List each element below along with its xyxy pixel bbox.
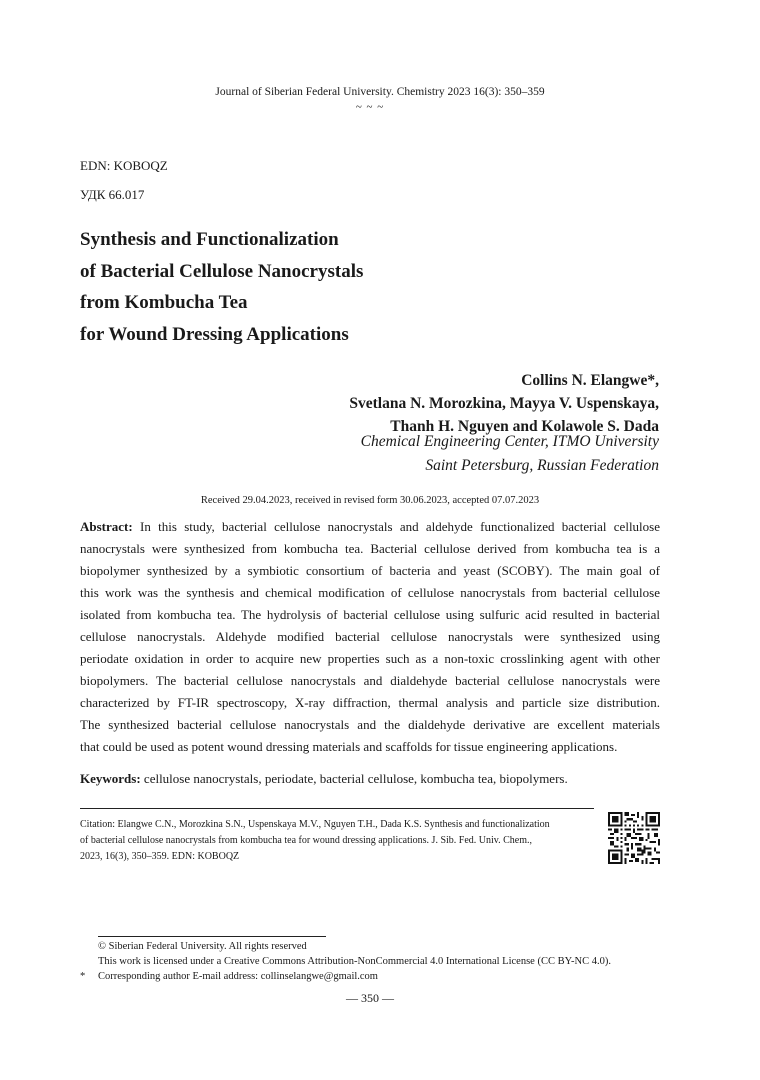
qr-code-icon[interactable] bbox=[608, 812, 660, 864]
journal-header: Journal of Siberian Federal University. Chemistry 2023 16(3): 350–359 bbox=[215, 86, 545, 98]
title-line: of Bacterial Cellulose Nanocrystals bbox=[80, 260, 364, 282]
article-title bbox=[80, 224, 520, 350]
citation-line: of bacterial cellulose nanocrystals from kombucha tea for wound dressing applications. J. Sib. Fed. Univ. Chem., bbox=[80, 835, 533, 846]
keywords-text: cellulose nanocrystals, periodate, bacterial cellulose, kombucha tea, biopolymers. bbox=[140, 771, 568, 786]
abstract-line: biopolymer synthesized by a symbiotic consortium of bacteria and yeast (SCOBY). The main goal of bbox=[80, 563, 660, 578]
footnote-marker: * bbox=[80, 971, 86, 982]
abstract-text: In this study, bacterial cellulose nanocrystals and aldehyde functionalized bacterial cellulose bbox=[132, 519, 660, 534]
citation-block bbox=[80, 817, 594, 865]
udk-code: УДК 66.017 bbox=[80, 187, 145, 202]
keywords bbox=[80, 771, 680, 787]
abstract-line: cellulose nanocrystals. Aldehyde modified bacterial cellulose nanocrystals were synthesized using bbox=[80, 629, 660, 644]
title-line: for Wound Dressing Applications bbox=[80, 323, 349, 345]
author-line: Thanh H. Nguyen and Kolawole S. Dada bbox=[390, 418, 659, 435]
keywords-label: Keywords: bbox=[80, 771, 141, 786]
author-list bbox=[239, 369, 659, 438]
abstract bbox=[80, 516, 660, 758]
abstract-line: characterized by FT-IR spectroscopy, X-ray diffraction, thermal analysis and particle size distribution. bbox=[80, 695, 660, 710]
citation-divider bbox=[80, 808, 594, 809]
received-dates: Received 29.04.2023, received in revised form 30.06.2023, accepted 07.07.2023 bbox=[200, 495, 540, 506]
affiliation-line: Saint Petersburg, Russian Federation bbox=[425, 456, 659, 474]
abstract-line: nanocrystals were synthesized from kombucha tea. Bacterial cellulose derived from kombucha tea is a bbox=[80, 541, 660, 556]
abstract-line: The synthesized bacterial cellulose nanocrystals and the dialdehyde derivative are excellent materials bbox=[80, 717, 660, 732]
page-number: ― 350 ― bbox=[346, 991, 394, 1005]
abstract-line: this work was the synthesis and chemical modification of cellulose nanocrystals from bacterial cellulose bbox=[80, 585, 660, 600]
abstract-line: periodate oxidation in order to acquire new properties such as a non-toxic crosslinking agent with other bbox=[80, 651, 660, 666]
title-line: from Kombucha Tea bbox=[80, 292, 248, 313]
affiliation-line: Chemical Engineering Center, ITMO University bbox=[360, 433, 659, 450]
abstract-line: biopolymers. The bacterial cellulose nanocrystals and dialdehyde bacterial cellulose nanocrystals were bbox=[80, 673, 660, 688]
copyright-note: © Siberian Federal University. All rights reserved bbox=[98, 941, 307, 952]
title-line: Synthesis and Functionalization bbox=[80, 229, 339, 250]
citation-line: 2023, 16(3), 350–359. EDN: KOBOQZ bbox=[80, 851, 240, 862]
corresponding-author-note: Corresponding author E-mail address: collinselangwe@gmail.com bbox=[98, 971, 378, 982]
affiliation bbox=[239, 430, 659, 477]
author-line: Svetlana N. Morozkina, Mayya V. Uspenskaya, bbox=[349, 395, 659, 412]
abstract-label: Abstract: bbox=[80, 519, 133, 534]
header-separator: ~ ~ ~ bbox=[355, 101, 385, 113]
edn-code: EDN: KOBOQZ bbox=[80, 158, 168, 173]
author-line: Collins N. Elangwe*, bbox=[521, 372, 659, 389]
citation-line: Citation: Elangwe C.N., Morozkina S.N., Uspenskaya M.V., Nguyen T.H., Dada K.S. Synthesis and functionalization bbox=[80, 819, 550, 830]
abstract-line: isolated from kombucha tea. The hydrolysis of bacterial cellulose using sulfuric acid resulted in bacterial bbox=[80, 607, 660, 622]
footnote-divider bbox=[98, 936, 326, 937]
abstract-line bbox=[80, 516, 660, 538]
license-note: This work is licensed under a Creative Commons Attribution-NonCommercial 4.0 International License (CC BY-NC 4.0). bbox=[98, 956, 611, 967]
abstract-line: that could be used as potent wound dressing materials and scaffolds for tissue engineering applications. bbox=[80, 739, 618, 754]
